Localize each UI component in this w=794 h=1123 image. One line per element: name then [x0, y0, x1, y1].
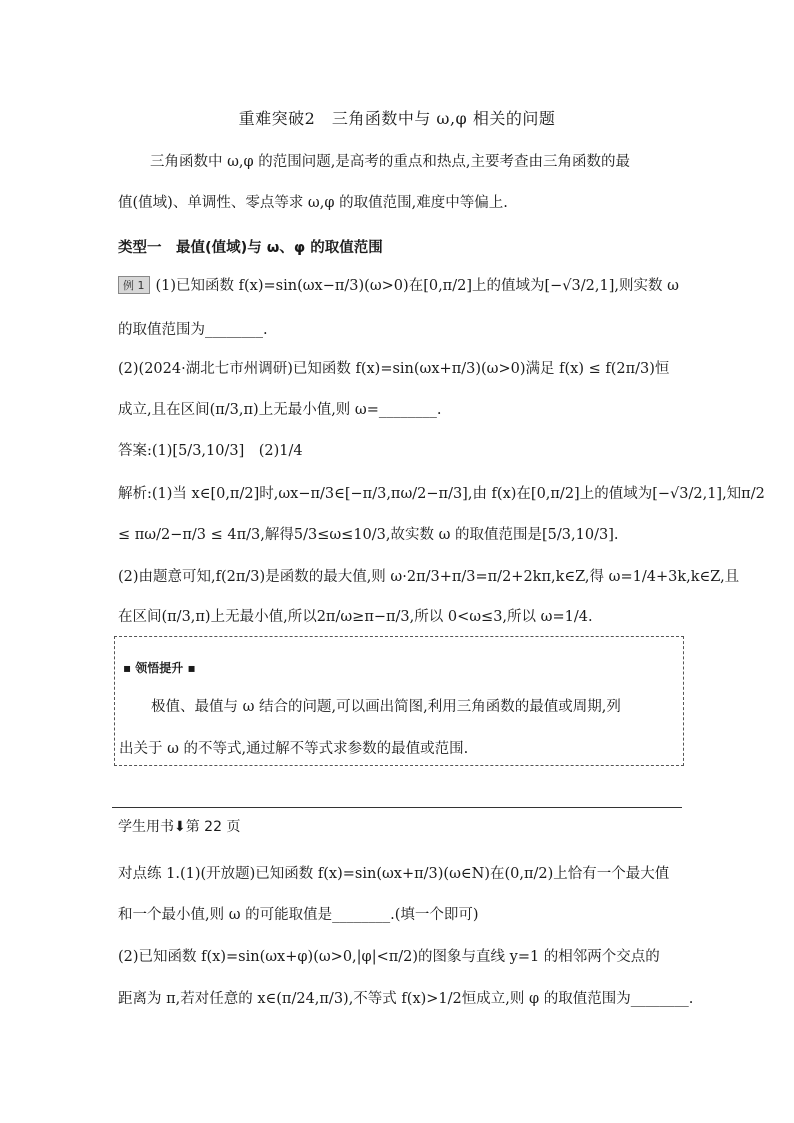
answer-line: 答案:(1)[5/3,10/3] (2)1/4	[118, 443, 303, 459]
example-q1-text: (1)已知函数 f(x)=sin(ωx−π/3)(ω>0)在[0,π/2]上的值域为[−√3/2,1],则实数 ω	[155, 278, 679, 294]
insight-title: ▪ 领悟提升 ▪	[123, 661, 196, 675]
solution-2-line-1: (2)由题意可知,f(2π/3)是函数的最大值,则 ω·2π/3+π/3=π/2+2kπ,k∈Z,得 ω=1/4+3k,k∈Z,且	[118, 569, 740, 585]
page-title: 重难突破2 三角函数中与 ω,φ 相关的问题	[238, 109, 556, 128]
solution-1-line-2: ≤ πω/2−π/3 ≤ 4π/3,解得5/3≤ω≤10/3,故实数 ω 的取值范围是[5/3,10/3].	[118, 527, 619, 543]
example-q2-line-2: 成立,且在区间(π/3,π)上无最小值,则 ω=________.	[118, 402, 442, 418]
practice-q2-line-1: (2)已知函数 f(x)=sin(ωx+φ)(ω>0,|φ|<π/2)的图象与直线 y=1 的相邻两个交点的	[118, 949, 660, 965]
example-q1-line-1	[118, 274, 678, 295]
section-heading: 类型一 最值(值域)与 ω、φ 的取值范围	[118, 240, 383, 256]
practice-q1-line-2: 和一个最小值,则 ω 的可能取值是________.(填一个即可)	[118, 907, 479, 923]
insight-box	[114, 636, 684, 766]
insight-line-1: 极值、最值与 ω 结合的问题,可以画出简图,利用三角函数的最值或周期,列	[151, 699, 621, 715]
practice-q1-line-1: 对点练 1.(1)(开放题)已知函数 f(x)=sin(ωx+π/3)(ω∈N)在(0,π/2)上恰有一个最大值	[118, 866, 670, 882]
insight-line-2: 出关于 ω 的不等式,通过解不等式求参数的最值或范围.	[119, 741, 469, 757]
solution-2-line-2: 在区间(π/3,π)上无最小值,所以2π/ω≥π−π/3,所以 0<ω≤3,所以 ω=1/4.	[118, 609, 593, 625]
intro-line-2: 值(值域)、单调性、零点等求 ω,φ 的取值范围,难度中等偏上.	[118, 195, 508, 211]
practice-q2-line-2: 距离为 π,若对任意的 x∈(π/24,π/3),不等式 f(x)>1/2恒成立,则 φ 的取值范围为________.	[118, 991, 694, 1007]
example-q2-line-1: (2)(2024·湖北七市州调研)已知函数 f(x)=sin(ωx+π/3)(ω>0)满足 f(x) ≤ f(2π/3)恒	[118, 361, 670, 377]
section-divider	[112, 807, 682, 808]
example-badge: 例 1	[118, 276, 150, 294]
intro-line-1: 三角函数中 ω,φ 的范围问题,是高考的重点和热点,主要考查由三角函数的最	[150, 154, 631, 170]
solution-1-line-1: 解析:(1)当 x∈[0,π/2]时,ωx−π/3∈[−π/3,πω/2−π/3],由 f(x)在[0,π/2]上的值域为[−√3/2,1],知π/2	[118, 486, 765, 502]
book-page-reference: 学生用书⬇第 22 页	[118, 819, 241, 835]
example-q1-line-2: 的取值范围为________.	[118, 322, 268, 338]
